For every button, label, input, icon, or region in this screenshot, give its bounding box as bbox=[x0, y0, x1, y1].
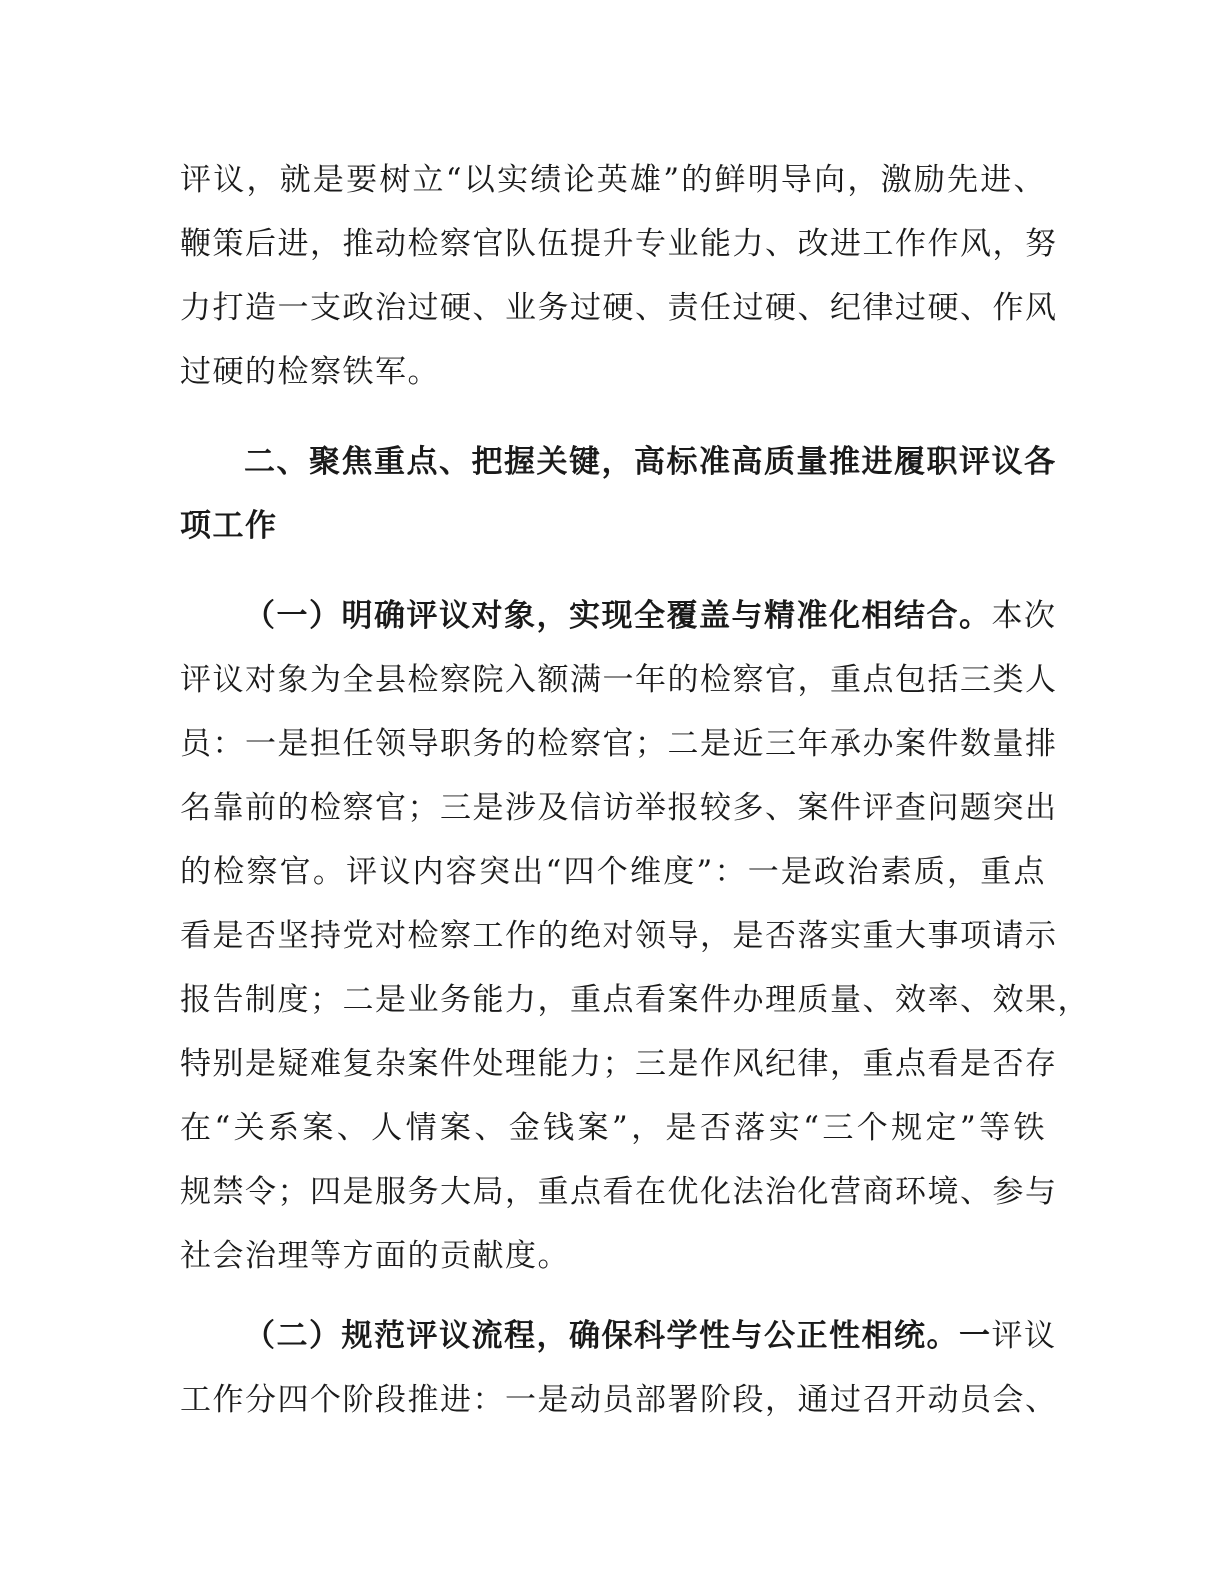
subsection-lead-rest: 本次 bbox=[991, 598, 1057, 634]
text-line: 过硬的检察铁军。 bbox=[180, 354, 440, 390]
text-line: 看是否坚持党对检察工作的绝对领导，是否落实重大事项请示 bbox=[180, 918, 1058, 954]
heading-line: 项工作 bbox=[180, 508, 278, 544]
text-line: 力打造一支政治过硬、业务过硬、责任过硬、纪律过硬、作风 bbox=[180, 290, 1058, 326]
subsection-first-line bbox=[180, 584, 1057, 648]
heading-line: 二、聚焦重点、把握关键，高标准高质量推进履职评议各 bbox=[244, 444, 1057, 480]
text-line: 评议，就是要树立“以实绩论英雄”的鲜明导向，激励先进、 bbox=[180, 162, 1046, 198]
subsection-lead: （二）规范评议流程，确保科学性与公正性相统。一 bbox=[244, 1318, 992, 1354]
text-line: 在“关系案、人情案、金钱案”，是否落实“三个规定”等铁 bbox=[180, 1110, 1046, 1146]
document-page bbox=[180, 148, 1090, 1432]
text-line: 特别是疑难复杂案件处理能力；三是作风纪律，重点看是否存 bbox=[180, 1046, 1058, 1082]
subsection-first-line bbox=[180, 1304, 1057, 1368]
text-line: 名靠前的检察官；三是涉及信访举报较多、案件评查问题突出 bbox=[180, 790, 1058, 826]
text-line: 员：一是担任领导职务的检察官；二是近三年承办案件数量排 bbox=[180, 726, 1058, 762]
subsection-lead: （一）明确评议对象，实现全覆盖与精准化相结合。 bbox=[244, 598, 992, 634]
text-line: 规禁令；四是服务大局，重点看在优化法治化营商环境、参与 bbox=[180, 1174, 1058, 1210]
paragraph-intro bbox=[180, 148, 1058, 404]
text-line: 社会治理等方面的贡献度。 bbox=[180, 1238, 570, 1274]
text-line: 鞭策后进，推动检察官队伍提升专业能力、改进工作作风，努 bbox=[180, 226, 1058, 262]
text-line: 评议对象为全县检察院入额满一年的检察官，重点包括三类人 bbox=[180, 662, 1058, 698]
subsection-2 bbox=[180, 1304, 1058, 1432]
text-line: 报告制度；二是业务能力，重点看案件办理质量、效率、效果， bbox=[180, 982, 1090, 1018]
section-heading-2 bbox=[180, 430, 1057, 558]
text-line: 的检察官。评议内容突出“四个维度”：一是政治素质，重点 bbox=[180, 854, 1046, 890]
subsection-lead-rest: 评议 bbox=[991, 1318, 1057, 1354]
subsection-1 bbox=[180, 584, 1090, 1288]
text-line: 工作分四个阶段推进：一是动员部署阶段，通过召开动员会、 bbox=[180, 1382, 1058, 1418]
